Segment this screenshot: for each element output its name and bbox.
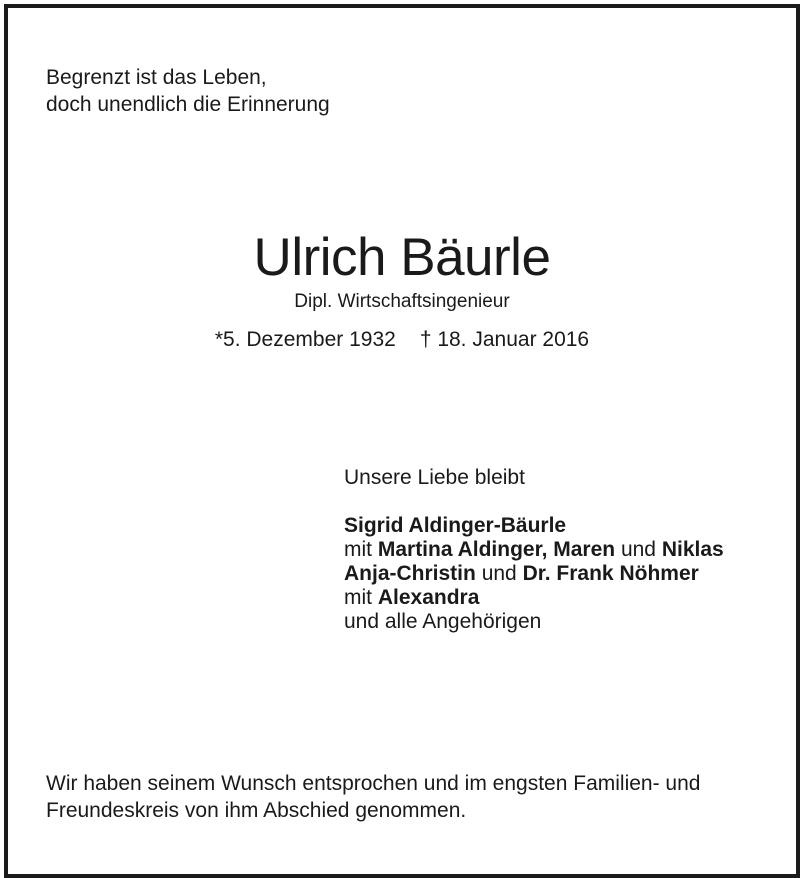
deceased-title: Dipl. Wirtschaftsingenieur [294, 291, 510, 312]
connector-text: mit [344, 586, 372, 609]
mourner-name: Dr. Frank Nöhmer [522, 562, 699, 585]
mourner-name: Niklas [661, 538, 724, 561]
motto-line-1: Begrenzt ist das Leben, [46, 66, 267, 89]
connector-text: und [481, 562, 517, 585]
mourners-block [344, 466, 724, 634]
mourner-line-5: und alle Angehörigen [344, 610, 542, 633]
motto-line-2: doch unendlich die Erinnerung [46, 93, 330, 116]
obituary-notice [4, 4, 800, 878]
birth-date: *5. Dezember 1932 [214, 328, 396, 351]
closing-line-2: Freundeskreis von ihm Abschied genommen. [46, 799, 467, 822]
mourner-line-2 [344, 538, 724, 562]
death-date: † 18. Januar 2016 [419, 328, 590, 351]
mourner-name: Sigrid Aldinger-Bäurle [344, 514, 567, 537]
connector-text: mit [344, 538, 372, 561]
motto [46, 64, 330, 118]
closing-statement [46, 770, 700, 824]
deceased-name: Ulrich Bäurle [253, 228, 551, 287]
mourner-line-1 [344, 514, 724, 538]
mourner-name: Anja-Christin [344, 562, 476, 585]
mourners-intro: Unsere Liebe bleibt [344, 466, 525, 489]
life-dates [8, 326, 796, 354]
closing-line-1: Wir haben seinem Wunsch entsprochen und im engsten Familien- und [46, 772, 701, 795]
mourner-name: Martina Aldinger, Maren [377, 538, 616, 561]
connector-text: und [620, 538, 656, 561]
mourner-line-4 [344, 586, 724, 610]
mourner-name: Alexandra [377, 586, 480, 609]
mourner-line-3 [344, 562, 724, 586]
